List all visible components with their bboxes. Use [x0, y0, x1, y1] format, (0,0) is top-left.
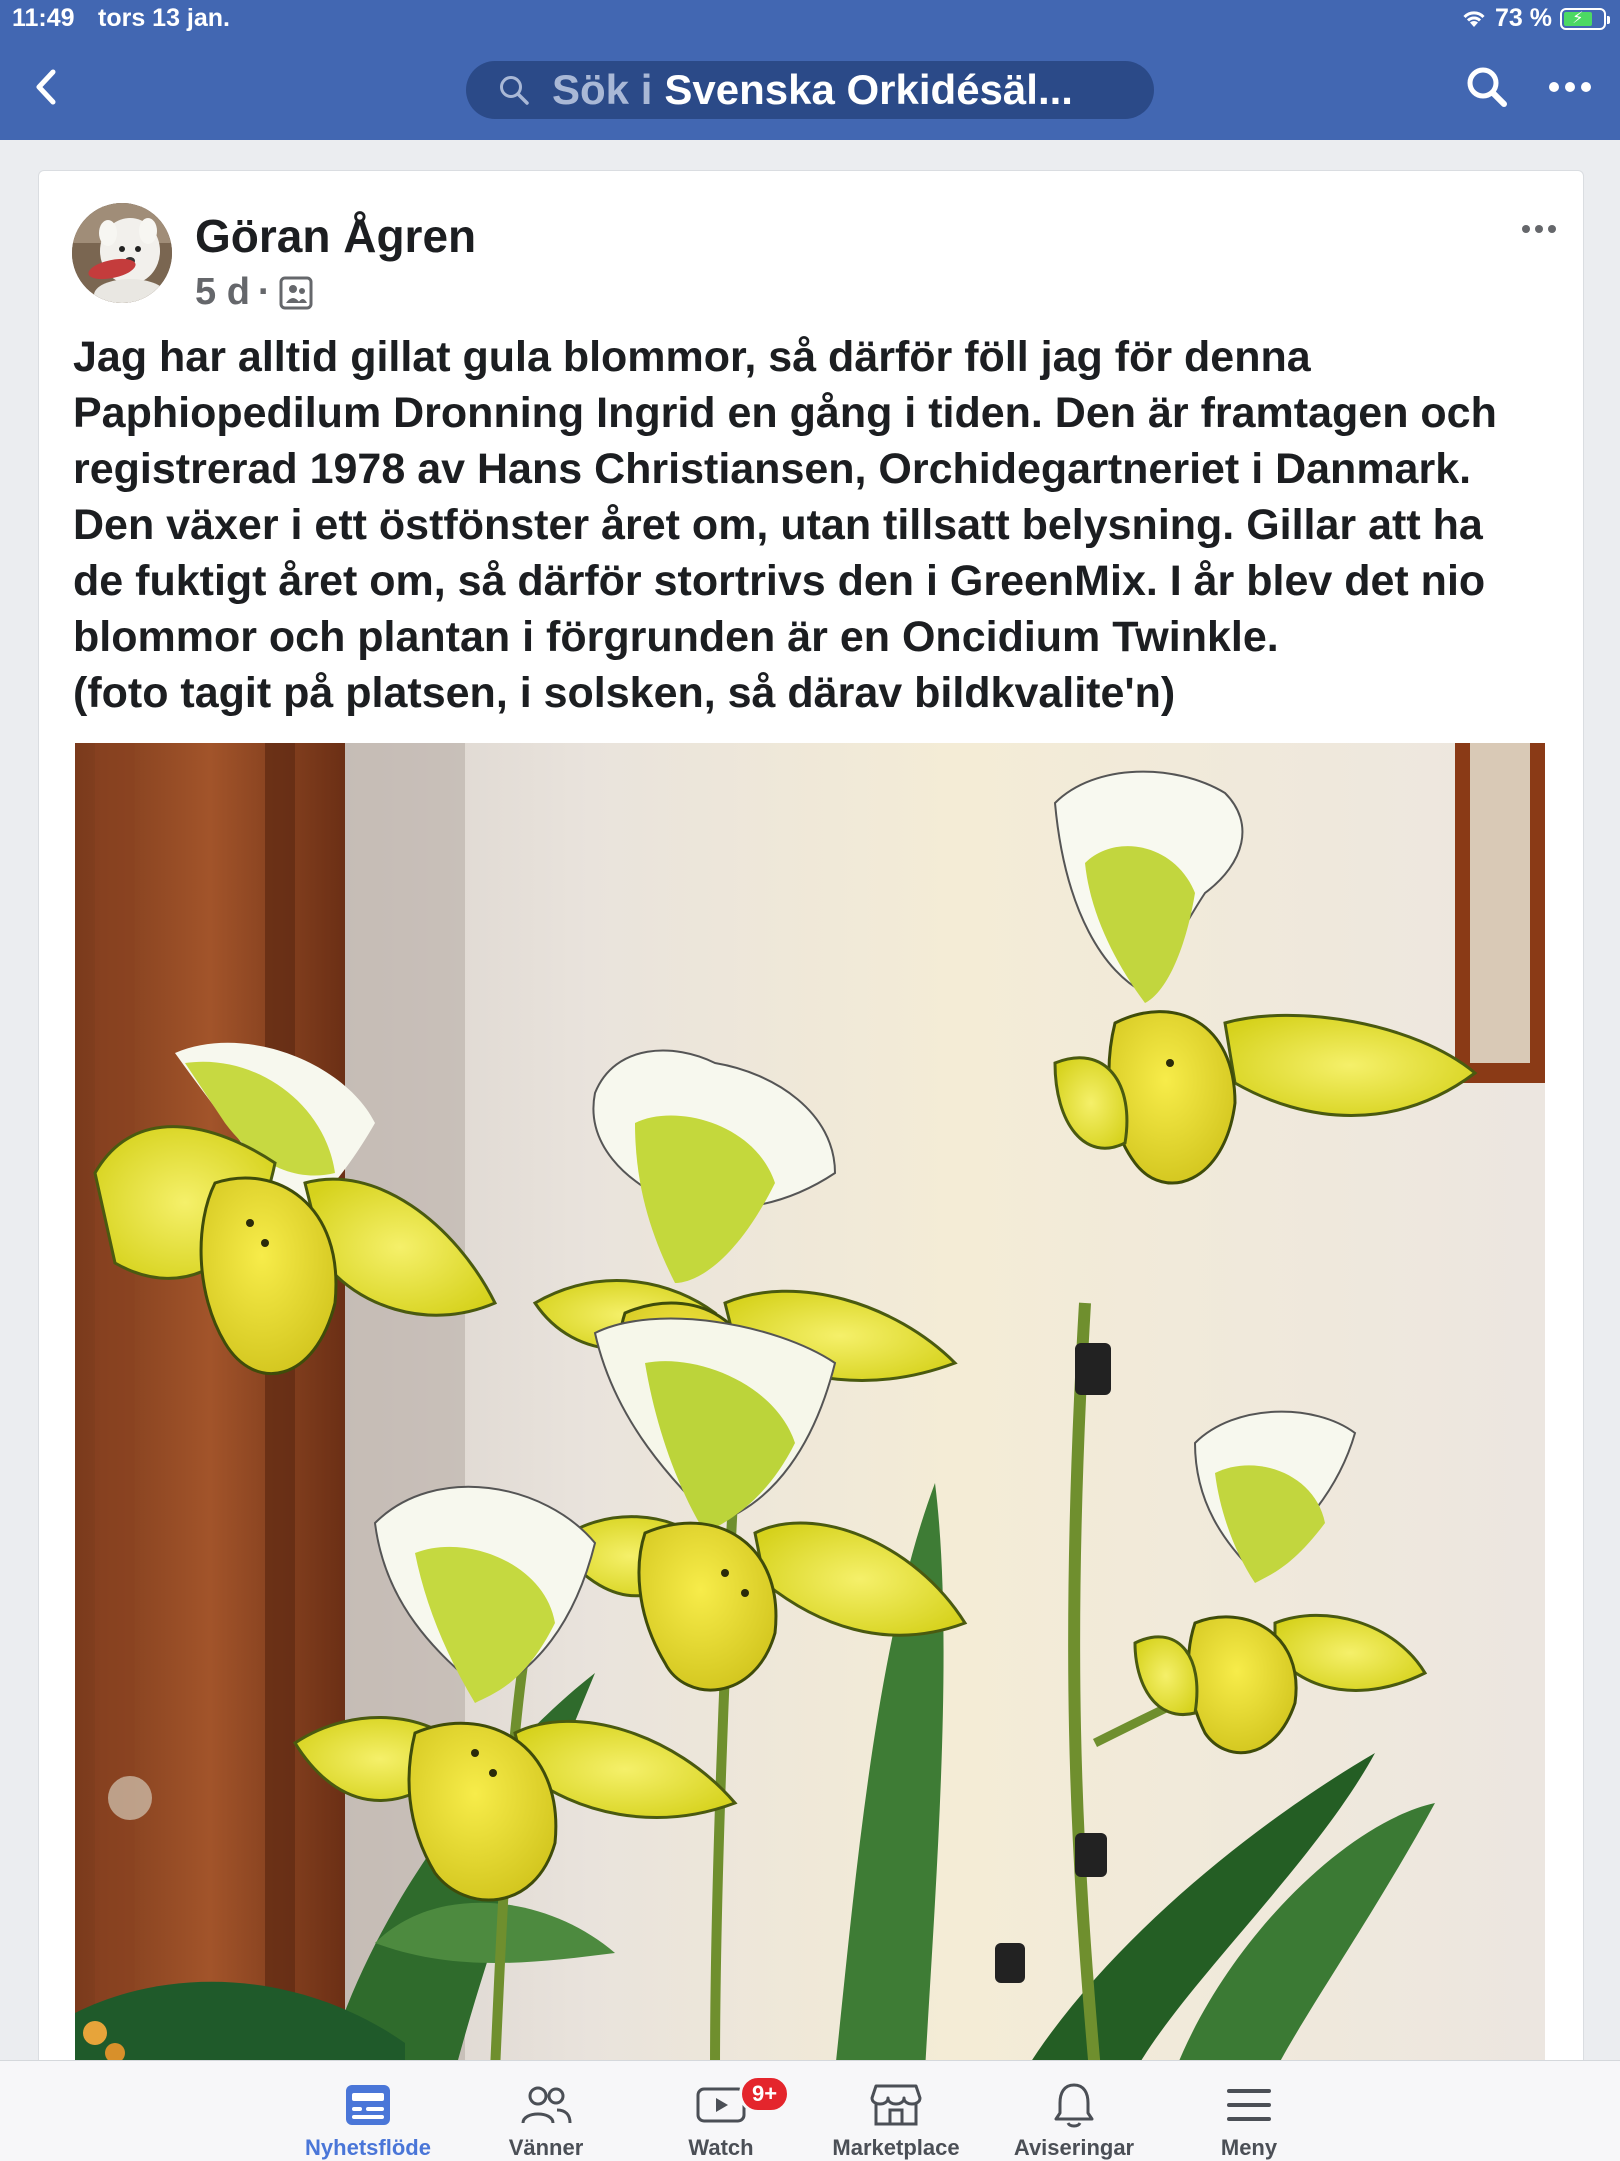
- tab-friends[interactable]: [458, 2075, 634, 2161]
- bell-icon: [1052, 2081, 1096, 2129]
- post-options-button[interactable]: [1521, 221, 1557, 239]
- wifi-icon: [1461, 9, 1487, 29]
- post-line: Jag har alltid gillat gula blommor, så därför föll jag för denna: [73, 333, 1311, 381]
- tab-notifications[interactable]: [986, 2075, 1162, 2161]
- top-bar: [0, 0, 1620, 140]
- status-indicators: [1461, 4, 1606, 33]
- tab-watch[interactable]: [633, 2075, 809, 2161]
- news-feed-icon: [344, 2083, 392, 2127]
- tab-label: Aviseringar: [1013, 2135, 1135, 2160]
- post-photo[interactable]: [75, 743, 1545, 2071]
- post-body: [73, 329, 1563, 721]
- tab-label: Watch: [688, 2135, 754, 2160]
- search-prefix: Sök i: [552, 66, 653, 113]
- menu-icon: [1225, 2085, 1273, 2125]
- tab-label: Meny: [1220, 2135, 1278, 2160]
- post-line: blommor och plantan i förgrunden är en Oncidium Twinkle.: [73, 613, 1279, 661]
- post-line: Den växer i ett östfönster året om, utan tillsatt belysning. Gillar att ha: [73, 501, 1483, 549]
- header-search-button[interactable]: [1466, 66, 1508, 113]
- post-age[interactable]: 5 d: [195, 271, 250, 313]
- post-line: registrerad 1978 av Hans Christiansen, Orchidegartneriet i Danmark.: [73, 445, 1472, 493]
- more-dots-icon: [1548, 81, 1592, 93]
- tab-label: Marketplace: [832, 2135, 960, 2160]
- status-date: tors 13 jan.: [98, 4, 230, 32]
- post-card: [38, 170, 1584, 2072]
- post-meta: [195, 271, 313, 314]
- search-icon: [498, 74, 530, 106]
- post-author[interactable]: Göran Ågren: [195, 210, 477, 262]
- battery-icon: ⚡: [1560, 8, 1606, 30]
- group-search-bar[interactable]: [466, 61, 1154, 119]
- header-more-button[interactable]: [1548, 80, 1592, 98]
- post-line: (foto tagit på platsen, i solsken, så därav bildkvalite'n): [73, 669, 1176, 717]
- group-audience-icon: [279, 276, 313, 310]
- tab-news-feed[interactable]: [280, 2075, 456, 2161]
- search-group-name: Svenska Orkidésäl...: [664, 66, 1073, 113]
- tab-label: Nyhetsflöde: [305, 2135, 431, 2160]
- watch-badge: 9+: [739, 2075, 790, 2113]
- tab-marketplace[interactable]: [808, 2075, 984, 2161]
- battery-percent: 73 %: [1495, 4, 1552, 32]
- marketplace-icon: [870, 2082, 922, 2128]
- back-button[interactable]: [26, 62, 66, 112]
- more-dots-icon: [1521, 224, 1557, 234]
- post-line: de fuktigt året om, så därför stortrivs den i GreenMix. I år blev det nio: [73, 557, 1486, 605]
- post-line: Paphiopedilum Dronning Ingrid en gång i tiden. Den är framtagen och: [73, 389, 1497, 437]
- search-icon: [1466, 66, 1508, 108]
- meta-separator: ·: [257, 271, 271, 313]
- chevron-left-icon: [35, 69, 57, 105]
- tab-label: Vänner: [508, 2135, 584, 2160]
- tab-menu[interactable]: [1161, 2075, 1337, 2161]
- avatar[interactable]: [72, 203, 172, 303]
- status-time: 11:49: [12, 4, 75, 32]
- friends-icon: [520, 2083, 572, 2127]
- bottom-tab-bar: [0, 2060, 1620, 2161]
